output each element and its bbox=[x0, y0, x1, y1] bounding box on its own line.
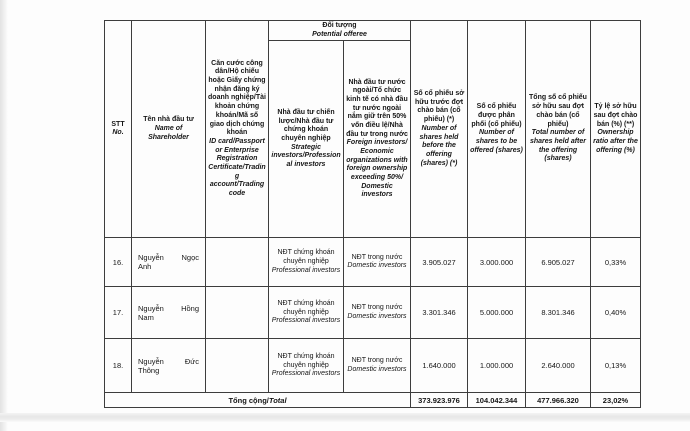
header-shares-after-vi: Tổng số cổ phiếu sở hữu sau đợt chào bán (cổ phiếu) bbox=[529, 94, 587, 128]
offeree-type-vi: NĐT chứng khoán chuyên nghiệp bbox=[277, 352, 335, 369]
name-word: Đức bbox=[184, 356, 199, 366]
header-stt-vi: STT bbox=[111, 120, 125, 128]
header-shares-offered-vi: Số cổ phiếu được phân phối (cổ phiếu) bbox=[471, 103, 522, 128]
offeree-type-cell bbox=[269, 238, 344, 287]
investor-origin-cell bbox=[344, 238, 411, 287]
shareholder-name-line2: Thông bbox=[138, 365, 160, 375]
investor-origin-en: Domestic investors bbox=[347, 365, 407, 373]
table-row-17 bbox=[105, 287, 641, 339]
header-shareholder-name-vi: Tên nhà đầu tư bbox=[143, 116, 194, 124]
header-offeree-group-vi: Đối tượng bbox=[322, 22, 357, 29]
header-strategic-investors bbox=[269, 41, 344, 238]
shareholder-name-line1 bbox=[138, 253, 199, 262]
name-word: Nguyễn bbox=[138, 303, 164, 313]
id-document-cell bbox=[206, 238, 269, 287]
table-row-16 bbox=[105, 238, 641, 287]
header-id-document-vi: Căn cước công dân/Hộ chiếu hoặc Giấy chứng nhận đăng ký doanh nghiệp/Tài khoản chứng khoán/Mã số giao dịch chứng khoán bbox=[208, 59, 266, 137]
shareholder-name-cell bbox=[132, 339, 206, 393]
header-strategic-investors-en: Strategic investors/Professional investors bbox=[271, 143, 341, 169]
offeree-type-vi: NĐT chứng khoán chuyên nghiệp bbox=[277, 299, 335, 316]
investor-origin-vi: NĐT trong nước bbox=[351, 253, 403, 261]
header-ownership-ratio-en: Ownership ratio after the offering (%) bbox=[593, 129, 638, 154]
header-shares-offered bbox=[468, 21, 526, 238]
id-document-cell bbox=[206, 287, 269, 339]
row-number: 16. bbox=[105, 238, 132, 287]
shareholder-offering-table bbox=[104, 20, 641, 408]
table-row-18 bbox=[105, 339, 641, 393]
offeree-type-cell bbox=[269, 339, 344, 393]
shareholder-name-line1 bbox=[138, 357, 199, 366]
name-word: Nguyễn bbox=[138, 356, 164, 366]
investor-origin-cell bbox=[344, 287, 411, 339]
shareholder-name-line2: Anh bbox=[138, 262, 152, 272]
offeree-type-cell bbox=[269, 287, 344, 339]
investor-origin-en: Domestic investors bbox=[347, 262, 407, 270]
shares-before-cell: 3.301.346 bbox=[411, 287, 468, 339]
shares-offered-cell: 5.000.000 bbox=[468, 287, 526, 339]
ownership-ratio-cell: 0,13% bbox=[591, 339, 641, 393]
offeree-type-en: Professional investors bbox=[271, 266, 341, 274]
header-stt-en: No. bbox=[112, 129, 124, 137]
investor-origin-vi: NĐT trong nước bbox=[351, 304, 403, 312]
offeree-type-en: Professional investors bbox=[271, 317, 341, 325]
header-ownership-ratio bbox=[591, 21, 641, 238]
investor-origin-cell bbox=[344, 339, 411, 393]
header-shares-before-vi: Số cổ phiếu sở hữu trước đợt chào bán (cổ phiếu) (*) bbox=[413, 90, 465, 124]
header-foreign-domestic-investors bbox=[344, 41, 411, 238]
header-shares-after bbox=[526, 21, 591, 238]
header-strategic-investors-vi: Nhà đầu tư chiến lược/Nhà đầu tư chứng khoán chuyên nghiệp bbox=[277, 108, 335, 142]
header-id-document bbox=[206, 21, 269, 238]
row-number: 18. bbox=[105, 339, 132, 393]
row-number: 17. bbox=[105, 287, 132, 339]
shareholder-name-cell bbox=[132, 287, 206, 339]
offeree-type-vi: NĐT chứng khoán chuyên nghiệp bbox=[277, 249, 335, 265]
ownership-ratio-cell: 0,40% bbox=[591, 287, 641, 339]
header-shares-offered-en: Number of shares to be offered (shares) bbox=[470, 129, 523, 154]
scan-left-edge bbox=[0, 0, 8, 431]
header-shares-after-en: Total number of shares held after the offering (shares) bbox=[529, 129, 587, 163]
header-stt bbox=[105, 21, 132, 238]
shares-before-cell: 3.905.027 bbox=[411, 238, 468, 287]
header-shareholder-name-en: Name of Shareholder bbox=[148, 124, 189, 141]
header-foreign-domestic-investors-en: Foreign investors/ Economic organizations with foreign ownership exceeding 50%/ Domestic investors bbox=[346, 139, 408, 199]
name-word: Nguyễn bbox=[138, 253, 164, 263]
shareholder-name-line2: Nam bbox=[138, 312, 154, 322]
shares-offered-cell: 3.000.000 bbox=[468, 238, 526, 287]
header-shares-before bbox=[411, 21, 468, 238]
investor-origin-vi: NĐT trong nước bbox=[351, 357, 403, 365]
header-foreign-domestic-investors-vi: Nhà đầu tư nước ngoài/Tổ chức kinh tế có nhà đầu tư nước ngoài nắm giữ trên 50% vốn điều lệ/Nhà đầu tư trong nước bbox=[346, 78, 408, 138]
header-id-document-en: ID card/Passport or Enterprise Registration Certificate/Trading account/Trading code bbox=[208, 137, 266, 197]
ownership-ratio-cell: 0,33% bbox=[591, 238, 641, 287]
header-ownership-ratio-vi: Tỷ lệ sở hữu sau đợt chào bán (%) (**) bbox=[593, 103, 638, 128]
header-offeree-group-en: Potential offeree bbox=[312, 30, 367, 38]
shares-offered-cell: 1.000.000 bbox=[468, 339, 526, 393]
total-label-en: Total bbox=[268, 395, 287, 405]
total-label-vi: Tổng cộng/ bbox=[228, 395, 269, 405]
shares-before-cell: 1.640.000 bbox=[411, 339, 468, 393]
table-row-total bbox=[105, 393, 641, 408]
header-shareholder-name bbox=[132, 21, 206, 238]
shareholder-name-cell bbox=[132, 238, 206, 287]
total-shares-after-cell: 477.966.320 bbox=[526, 393, 591, 408]
investor-origin-en: Domestic investors bbox=[347, 312, 407, 320]
total-shares-before-cell: 373.923.976 bbox=[411, 393, 468, 408]
offeree-type-en: Professional investors bbox=[271, 370, 341, 378]
name-word: Hồng bbox=[181, 303, 199, 313]
total-ownership-ratio-cell: 23,02% bbox=[591, 393, 641, 408]
header-shares-before-en: Number of shares held before the offering (shares) (*) bbox=[419, 124, 459, 167]
shareholder-name-line1 bbox=[138, 304, 199, 313]
total-label-cell bbox=[105, 393, 411, 408]
shares-after-cell: 2.640.000 bbox=[526, 339, 591, 393]
shares-after-cell: 8.301.346 bbox=[526, 287, 591, 339]
id-document-cell bbox=[206, 339, 269, 393]
scan-bottom-shadow bbox=[0, 413, 690, 422]
name-word: Ngọc bbox=[181, 253, 199, 263]
header-offeree-group bbox=[269, 21, 411, 41]
shares-after-cell: 6.905.027 bbox=[526, 238, 591, 287]
total-shares-offered-cell: 104.042.344 bbox=[468, 393, 526, 408]
